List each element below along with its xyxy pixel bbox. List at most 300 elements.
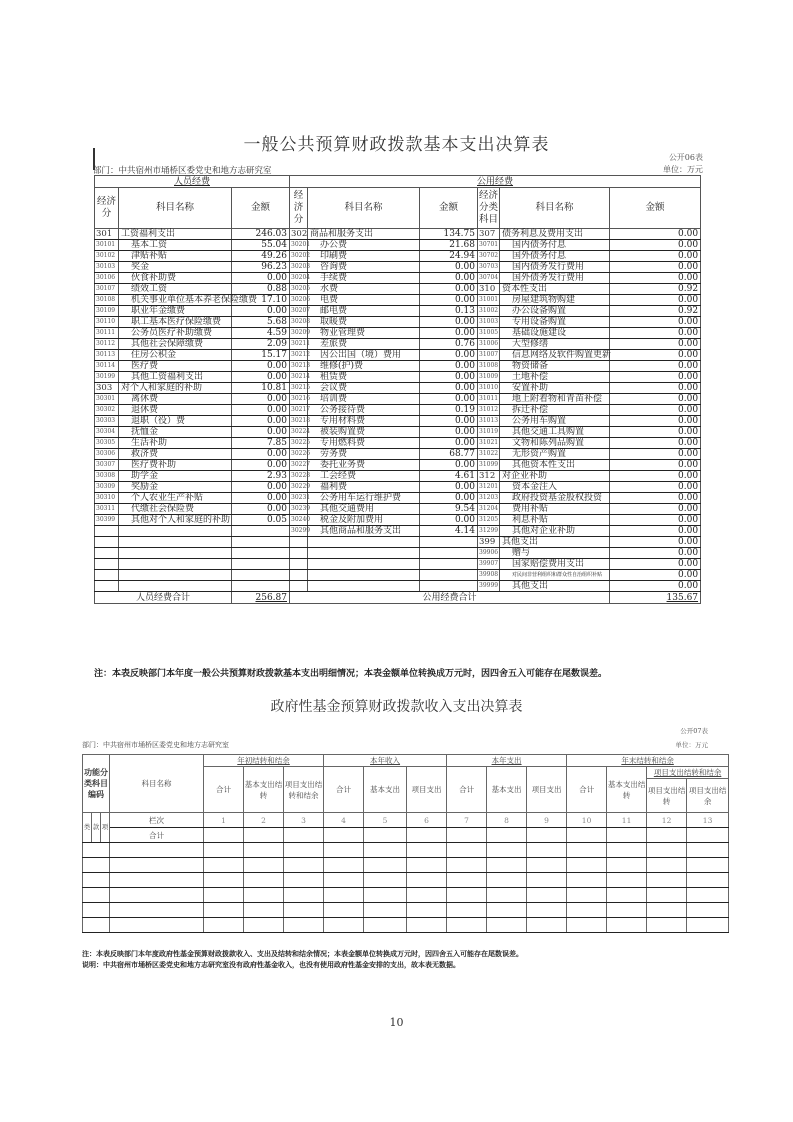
header-income: 本年收入 bbox=[324, 755, 447, 767]
item-name-3: 利息补贴 bbox=[500, 515, 610, 526]
econ-code-3: 31003 bbox=[478, 317, 500, 328]
item-name-1 bbox=[119, 537, 232, 548]
econ-code-2: 30231 bbox=[290, 493, 308, 504]
amount-1: 0.00 bbox=[232, 394, 290, 405]
table-row bbox=[95, 306, 701, 317]
table1-note: 注：本表反映部门本年度一般公共预算财政拨款基本支出明细情况；本表金额单位转换成万元时，因四舍五入可能存在尾数误差。 bbox=[94, 669, 608, 679]
econ-code-1: 30302 bbox=[95, 405, 119, 416]
data-cell bbox=[204, 903, 244, 918]
econ-code-2 bbox=[290, 559, 308, 570]
col-number: 6 bbox=[407, 813, 447, 828]
data-cell bbox=[407, 918, 447, 933]
item-name-1 bbox=[119, 581, 232, 592]
public-total-value: 135.67 bbox=[666, 592, 699, 603]
item-name-2 bbox=[308, 570, 420, 581]
item-name-2: 印刷费 bbox=[308, 251, 420, 262]
econ-code-3: 31022 bbox=[478, 449, 500, 460]
amount-3: 0.00 bbox=[610, 383, 701, 394]
econ-code-2: 30227 bbox=[290, 460, 308, 471]
amount-1: 0.00 bbox=[232, 372, 290, 383]
col-number: 1 bbox=[204, 813, 244, 828]
table-row bbox=[83, 903, 729, 918]
amount-1: 2.09 bbox=[232, 339, 290, 350]
amount-1 bbox=[232, 526, 290, 537]
table1-department: 部门：中共宿州市埇桥区委党史和地方志研究室 bbox=[93, 166, 272, 176]
item-name-1: 工资福利支出 bbox=[119, 229, 232, 240]
data-cell bbox=[487, 843, 527, 858]
section-label: 款 bbox=[92, 813, 101, 843]
closing-project-balance: 项目支出结余 bbox=[687, 779, 729, 813]
item-name-2: 商品和服务支出 bbox=[308, 229, 420, 240]
total-cell bbox=[607, 828, 647, 843]
col-number: 2 bbox=[244, 813, 284, 828]
amount-2 bbox=[420, 570, 478, 581]
data-cell bbox=[567, 888, 607, 903]
econ-code-1: 30301 bbox=[95, 394, 119, 405]
amount-1 bbox=[232, 581, 290, 592]
item-name-2: 电费 bbox=[308, 295, 420, 306]
total-cell bbox=[487, 828, 527, 843]
amount-1: 7.85 bbox=[232, 438, 290, 449]
item-name-2: 税金及附加费用 bbox=[308, 515, 420, 526]
closing-project-group: 项目支出结转和结余 bbox=[647, 767, 729, 779]
item-name-3: 国内债务发行费用 bbox=[500, 262, 610, 273]
data-cell bbox=[567, 873, 607, 888]
item-name-3: 其他对企业补助 bbox=[500, 526, 610, 537]
data-cell bbox=[687, 918, 729, 933]
amount-3: 0.00 bbox=[610, 449, 701, 460]
amount-2: 0.00 bbox=[420, 460, 478, 471]
item-name-1: 基本工资 bbox=[119, 240, 232, 251]
item-name-2: 租赁费 bbox=[308, 372, 420, 383]
amount-3: 0.00 bbox=[610, 361, 701, 372]
item-name-1: 医疗费 bbox=[119, 361, 232, 372]
item-name-3: 其他资本性支出 bbox=[500, 460, 610, 471]
amount-1 bbox=[232, 559, 290, 570]
econ-code-1: 30101 bbox=[95, 240, 119, 251]
amount-1: 55.04 bbox=[232, 240, 290, 251]
table2-note: 注：本表反映部门本年度政府性基金预算财政拨款收入、支出及结转和结余情况；本表金额单位转换成万元时，因四舍五入可能存在尾数误差。 bbox=[82, 949, 523, 958]
item-name-3: 对企业补助 bbox=[500, 471, 610, 482]
econ-code-1: 30311 bbox=[95, 504, 119, 515]
data-cell bbox=[407, 903, 447, 918]
amount-3: 0.00 bbox=[610, 273, 701, 284]
header-closing: 年末结转和结余 bbox=[567, 755, 729, 767]
total-cell bbox=[407, 828, 447, 843]
amount-1: 5.68 bbox=[232, 317, 290, 328]
data-cell bbox=[527, 903, 567, 918]
amount-2: 0.00 bbox=[420, 394, 478, 405]
item-name-3: 物资储备 bbox=[500, 361, 610, 372]
econ-code-1: 30309 bbox=[95, 482, 119, 493]
item-name-1: 退职（役）费 bbox=[119, 416, 232, 427]
header-econ-code-1: 经济分 bbox=[95, 188, 119, 229]
total-cell bbox=[447, 828, 487, 843]
amount-3: 0.00 bbox=[610, 427, 701, 438]
econ-code-1: 30399 bbox=[95, 515, 119, 526]
econ-code-1: 30306 bbox=[95, 449, 119, 460]
amount-2 bbox=[420, 581, 478, 592]
amount-1: 10.81 bbox=[232, 383, 290, 394]
item-name-1: 其他工资福利支出 bbox=[119, 372, 232, 383]
table-row bbox=[83, 843, 729, 858]
econ-code-2: 30226 bbox=[290, 449, 308, 460]
data-cell bbox=[204, 918, 244, 933]
data-cell bbox=[687, 858, 729, 873]
public-total-label: 公用经费合计 bbox=[290, 592, 610, 604]
amount-1: 15.17 bbox=[232, 350, 290, 361]
econ-code-3: 31099 bbox=[478, 460, 500, 471]
amount-3: 0.00 bbox=[610, 581, 701, 592]
amount-3: 0.00 bbox=[610, 570, 701, 581]
item-name-1: 机关事业单位基本养老保险缴费 bbox=[119, 295, 232, 306]
table-row bbox=[95, 482, 701, 493]
item-name-2 bbox=[308, 548, 420, 559]
table2-explanation: 说明：中共宿州市埇桥区委党史和地方志研究室没有政府性基金收入，也没有使用政府性基金安排的支出，故本表无数据。 bbox=[82, 960, 460, 969]
amount-2 bbox=[420, 537, 478, 548]
data-cell bbox=[407, 888, 447, 903]
table-row bbox=[95, 361, 701, 372]
amount-2: 134.75 bbox=[420, 229, 478, 240]
item-name-2: 公务接待费 bbox=[308, 405, 420, 416]
total-cell bbox=[284, 828, 324, 843]
data-cell bbox=[364, 858, 407, 873]
amount-3: 0.92 bbox=[610, 306, 701, 317]
item-name-3: 专用设备购置 bbox=[500, 317, 610, 328]
econ-code-2: 30214 bbox=[290, 372, 308, 383]
econ-code-3: 31010 bbox=[478, 383, 500, 394]
data-cell bbox=[607, 843, 647, 858]
item-name-2: 专用燃料费 bbox=[308, 438, 420, 449]
data-cell bbox=[567, 903, 607, 918]
econ-code-2: 30208 bbox=[290, 317, 308, 328]
table-row bbox=[95, 493, 701, 504]
data-cell bbox=[487, 888, 527, 903]
data-cell bbox=[487, 858, 527, 873]
econ-code-2 bbox=[290, 537, 308, 548]
econ-code-2: 30229 bbox=[290, 482, 308, 493]
econ-code-2: 30203 bbox=[290, 262, 308, 273]
amount-3: 0.00 bbox=[610, 317, 701, 328]
table-row bbox=[95, 559, 701, 570]
table2-code: 公开07表 bbox=[680, 727, 708, 735]
econ-code-2 bbox=[290, 581, 308, 592]
item-name-1 bbox=[119, 570, 232, 581]
table-row bbox=[95, 229, 701, 240]
amount-1: 246.03 bbox=[232, 229, 290, 240]
econ-code-3: 310 bbox=[478, 284, 500, 295]
amount-1: 0.00 bbox=[232, 273, 290, 284]
func-code-cell bbox=[83, 888, 110, 903]
income-project: 项目支出 bbox=[407, 767, 447, 813]
amount-2: 0.19 bbox=[420, 405, 478, 416]
item-name-2: 福利费 bbox=[308, 482, 420, 493]
amount-1: 0.00 bbox=[232, 405, 290, 416]
total-cell bbox=[204, 828, 244, 843]
item-name-2 bbox=[308, 537, 420, 548]
item-name-3: 拆迁补偿 bbox=[500, 405, 610, 416]
data-cell bbox=[687, 843, 729, 858]
data-cell bbox=[244, 918, 284, 933]
econ-code-2: 30218 bbox=[290, 416, 308, 427]
amount-1: 0.05 bbox=[232, 515, 290, 526]
data-cell bbox=[324, 888, 364, 903]
amount-3: 0.00 bbox=[610, 438, 701, 449]
data-cell bbox=[204, 858, 244, 873]
econ-code-2: 30216 bbox=[290, 394, 308, 405]
amount-2: 68.77 bbox=[420, 449, 478, 460]
item-name-3: 国家赔偿费用支出 bbox=[500, 559, 610, 570]
header-expense: 本年支出 bbox=[447, 755, 567, 767]
col-number: 9 bbox=[527, 813, 567, 828]
econ-code-1: 30110 bbox=[95, 317, 119, 328]
amount-2: 0.00 bbox=[420, 262, 478, 273]
item-name-2: 因公出国（境）费用 bbox=[308, 350, 420, 361]
amount-2: 0.00 bbox=[420, 350, 478, 361]
table-row bbox=[95, 284, 701, 295]
econ-code-2: 30205 bbox=[290, 284, 308, 295]
group-public: 公用经费 bbox=[290, 176, 701, 188]
data-cell bbox=[324, 843, 364, 858]
econ-code-3: 31005 bbox=[478, 328, 500, 339]
item-name-2: 物业管理费 bbox=[308, 328, 420, 339]
data-cell bbox=[244, 903, 284, 918]
table-row bbox=[95, 570, 701, 581]
personnel-total-amount bbox=[232, 592, 290, 604]
data-cell bbox=[447, 888, 487, 903]
opening-basic-carry: 基本支出结转 bbox=[244, 767, 284, 813]
total-cell bbox=[687, 828, 729, 843]
data-cell bbox=[364, 843, 407, 858]
table-row bbox=[95, 251, 701, 262]
amount-1: 0.00 bbox=[232, 449, 290, 460]
econ-code-1: 30304 bbox=[95, 427, 119, 438]
table-row bbox=[83, 873, 729, 888]
table-row bbox=[95, 394, 701, 405]
econ-code-3: 31013 bbox=[478, 416, 500, 427]
amount-2: 4.61 bbox=[420, 471, 478, 482]
item-name-3: 其他交通工具购置 bbox=[500, 427, 610, 438]
col-number: 12 bbox=[647, 813, 687, 828]
personnel-total-value: 256.87 bbox=[255, 592, 287, 603]
econ-code-3: 31008 bbox=[478, 361, 500, 372]
amount-3: 0.00 bbox=[610, 405, 701, 416]
amount-1: 49.26 bbox=[232, 251, 290, 262]
func-code-cell bbox=[83, 918, 110, 933]
amount-1 bbox=[232, 548, 290, 559]
data-cell bbox=[647, 903, 687, 918]
amount-2: 0.00 bbox=[420, 493, 478, 504]
econ-code-3: 31201 bbox=[478, 482, 500, 493]
table-row bbox=[95, 262, 701, 273]
table-row bbox=[95, 460, 701, 471]
amount-2: 0.00 bbox=[420, 273, 478, 284]
item-name-1: 奖金 bbox=[119, 262, 232, 273]
table-row bbox=[95, 427, 701, 438]
econ-code-1: 30308 bbox=[95, 471, 119, 482]
econ-code-1: 30106 bbox=[95, 273, 119, 284]
item-name-3: 费用补贴 bbox=[500, 504, 610, 515]
amount-2: 21.68 bbox=[420, 240, 478, 251]
data-cell bbox=[110, 903, 204, 918]
amount-1: 0.00 bbox=[232, 493, 290, 504]
amount-1: 96.23 bbox=[232, 262, 290, 273]
table-row bbox=[83, 918, 729, 933]
amount-2: 0.00 bbox=[420, 295, 478, 306]
data-cell bbox=[687, 903, 729, 918]
econ-code-1: 30305 bbox=[95, 438, 119, 449]
data-cell bbox=[487, 903, 527, 918]
data-cell bbox=[284, 903, 324, 918]
data-cell bbox=[324, 873, 364, 888]
amount-1 bbox=[232, 537, 290, 548]
data-cell bbox=[647, 873, 687, 888]
table-row bbox=[83, 888, 729, 903]
table-row bbox=[95, 471, 701, 482]
item-name-2: 其他交通费用 bbox=[308, 504, 420, 515]
econ-code-2 bbox=[290, 570, 308, 581]
item-name-2: 委托业务费 bbox=[308, 460, 420, 471]
table1-title: 一般公共预算财政拨款基本支出决算表 bbox=[243, 135, 550, 155]
data-cell bbox=[324, 903, 364, 918]
header-amount-3: 金额 bbox=[610, 188, 701, 229]
econ-code-2: 30207 bbox=[290, 306, 308, 317]
econ-code-3: 30701 bbox=[478, 240, 500, 251]
econ-code-3: 307 bbox=[478, 229, 500, 240]
data-cell bbox=[647, 918, 687, 933]
header-opening: 年初结转和结余 bbox=[204, 755, 324, 767]
amount-2: 0.13 bbox=[420, 306, 478, 317]
econ-code-1 bbox=[95, 526, 119, 537]
item-name-1: 离休费 bbox=[119, 394, 232, 405]
table2-department: 部门：中共宿州市埇桥区委党史和地方志研究室 bbox=[82, 741, 229, 749]
table-row bbox=[95, 240, 701, 251]
amount-1: 0.88 bbox=[232, 284, 290, 295]
data-cell bbox=[447, 873, 487, 888]
econ-code-3: 31012 bbox=[478, 405, 500, 416]
header-econ-code-2: 经济分 bbox=[290, 188, 308, 229]
page-number: 10 bbox=[389, 1016, 404, 1029]
amount-3: 0.00 bbox=[610, 229, 701, 240]
item-name-3: 国外债务付息 bbox=[500, 251, 610, 262]
data-cell bbox=[244, 888, 284, 903]
econ-code-1: 30109 bbox=[95, 306, 119, 317]
amount-2: 9.54 bbox=[420, 504, 478, 515]
item-name-2: 专用材料费 bbox=[308, 416, 420, 427]
amount-1: 2.93 bbox=[232, 471, 290, 482]
amount-1: 0.00 bbox=[232, 482, 290, 493]
econ-code-3: 31007 bbox=[478, 350, 500, 361]
expense-total: 合计 bbox=[447, 767, 487, 813]
col-number: 4 bbox=[324, 813, 364, 828]
econ-code-2: 30206 bbox=[290, 295, 308, 306]
item-name-1: 其他对个人和家庭的补助 bbox=[119, 515, 232, 526]
closing-basic-carry: 基本支出结转 bbox=[607, 767, 647, 813]
econ-code-1 bbox=[95, 537, 119, 548]
amount-3: 0.00 bbox=[610, 471, 701, 482]
econ-code-3: 31002 bbox=[478, 306, 500, 317]
amount-3: 0.00 bbox=[610, 548, 701, 559]
table-row bbox=[95, 504, 701, 515]
group-personnel: 人员经费 bbox=[95, 176, 290, 188]
item-label: 项 bbox=[101, 813, 110, 843]
table-row bbox=[95, 581, 701, 592]
expense-project: 项目支出 bbox=[527, 767, 567, 813]
item-name-2: 劳务费 bbox=[308, 449, 420, 460]
amount-3: 0.00 bbox=[610, 251, 701, 262]
item-name-3: 国外债务发行费用 bbox=[500, 273, 610, 284]
item-name-1: 其他社会保障缴费 bbox=[119, 339, 232, 350]
data-cell bbox=[364, 918, 407, 933]
amount-2: 0.00 bbox=[420, 438, 478, 449]
func-code-cell bbox=[83, 843, 110, 858]
econ-code-1: 30310 bbox=[95, 493, 119, 504]
item-name-2: 工会经费 bbox=[308, 471, 420, 482]
opening-project: 项目支出结转和结余 bbox=[284, 767, 324, 813]
amount-2: 0.00 bbox=[420, 515, 478, 526]
col-number: 5 bbox=[364, 813, 407, 828]
econ-code-1: 30307 bbox=[95, 460, 119, 471]
econ-code-1 bbox=[95, 581, 119, 592]
amount-2: 0.76 bbox=[420, 339, 478, 350]
table-row bbox=[95, 537, 701, 548]
header-func-code: 功能分类科目编码 bbox=[83, 755, 110, 813]
income-basic: 基本支出 bbox=[364, 767, 407, 813]
amount-2: 0.00 bbox=[420, 416, 478, 427]
amount-2: 0.00 bbox=[420, 482, 478, 493]
table-row bbox=[83, 858, 729, 873]
item-name-1: 助学金 bbox=[119, 471, 232, 482]
item-name-3: 资本性支出 bbox=[500, 284, 610, 295]
data-cell bbox=[487, 918, 527, 933]
econ-code-3: 31204 bbox=[478, 504, 500, 515]
econ-code-1: 30113 bbox=[95, 350, 119, 361]
econ-code-2: 30201 bbox=[290, 240, 308, 251]
amount-3: 0.00 bbox=[610, 537, 701, 548]
data-cell bbox=[407, 873, 447, 888]
total-cell bbox=[527, 828, 567, 843]
econ-code-2: 30215 bbox=[290, 383, 308, 394]
item-name-2: 公务用车运行维护费 bbox=[308, 493, 420, 504]
col-number: 11 bbox=[607, 813, 647, 828]
data-cell bbox=[244, 858, 284, 873]
data-cell bbox=[204, 843, 244, 858]
econ-code-3: 31001 bbox=[478, 295, 500, 306]
data-cell bbox=[284, 918, 324, 933]
econ-code-1: 30102 bbox=[95, 251, 119, 262]
data-cell bbox=[284, 858, 324, 873]
item-name-1: 生活补助 bbox=[119, 438, 232, 449]
data-cell bbox=[407, 843, 447, 858]
econ-code-2: 30299 bbox=[290, 526, 308, 537]
item-name-3: 基础设施建设 bbox=[500, 328, 610, 339]
total-cell bbox=[567, 828, 607, 843]
table-row bbox=[95, 548, 701, 559]
table-row bbox=[95, 515, 701, 526]
data-cell bbox=[647, 843, 687, 858]
data-cell bbox=[364, 903, 407, 918]
data-cell bbox=[284, 888, 324, 903]
econ-code-3: 399 bbox=[478, 537, 500, 548]
table-row bbox=[95, 449, 701, 460]
amount-2: 0.00 bbox=[420, 284, 478, 295]
item-name-1: 绩效工资 bbox=[119, 284, 232, 295]
total-label: 合计 bbox=[110, 828, 204, 843]
econ-code-3: 31006 bbox=[478, 339, 500, 350]
data-cell bbox=[364, 888, 407, 903]
econ-code-3: 39999 bbox=[478, 581, 500, 592]
econ-code-2: 30239 bbox=[290, 504, 308, 515]
